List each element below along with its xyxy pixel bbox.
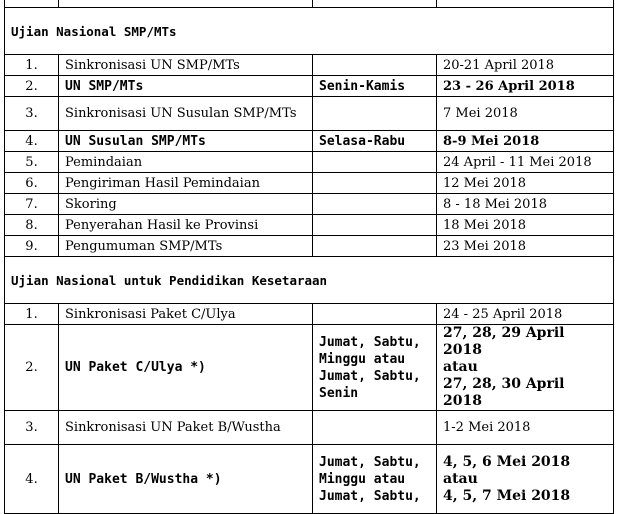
days-cell [313,152,437,173]
activity-cell: Sinkronisasi Paket C/Ulya [59,304,313,325]
table-row [5,325,614,411]
table-row [5,445,614,514]
activity-cell: Skoring [59,194,313,215]
row-number: 6. [5,173,59,194]
table-row [5,152,614,173]
days-cell [313,55,437,76]
date-cell: 18 Mei 2018 [437,215,614,236]
date-cell [437,304,614,325]
date-line: atau [443,359,478,375]
activity-cell: UN Paket B/Wustha *) [59,445,313,514]
days-cell [313,325,437,411]
row-number: 3. [5,411,59,445]
date-cell: 24 April - 11 Mei 2018 [437,152,614,173]
date-cell: 8 - 18 Mei 2018 [437,194,614,215]
table-row [5,411,614,445]
date-line: 4, 5, 6 Mei 2018 [443,453,571,470]
table-row [5,215,614,236]
row-number: 7. [5,194,59,215]
table-row [5,55,614,76]
activity-cell: UN SMP/MTs [59,76,313,97]
date-line: 24 - 25 April 2018 [443,306,563,322]
days-line: Jumat, Sabtu, [319,334,421,350]
activity-cell: Pemindaian [59,152,313,173]
activity-cell: Sinkronisasi UN Paket B/Wustha [59,411,313,445]
section-header-smp [5,8,614,55]
row-number: 8. [5,215,59,236]
row-number: 1. [5,55,59,76]
table-top-row-fragment [5,0,614,8]
date-line: atau [443,470,478,487]
date-cell [437,445,614,514]
date-cell [437,411,614,445]
days-line: Minggu atau [319,471,406,487]
days-cell [313,445,437,514]
date-cell: 7 Mei 2018 [437,97,614,131]
section-header-kesetaraan [5,257,614,304]
smp-rows [5,55,614,257]
days-cell [313,173,437,194]
activity-cell: Pengiriman Hasil Pemindaian [59,173,313,194]
table-row [5,236,614,257]
activity-cell: Penyerahan Hasil ke Provinsi [59,215,313,236]
schedule-document [4,0,613,514]
days-line: Jumat, Sabtu, [319,454,421,470]
days-line: Jumat, Sabtu, [319,488,421,504]
section-title: Ujian Nasional untuk Pendidikan Kesetaraan [5,257,614,304]
date-line: 27, 28, 29 April 2018 [443,325,565,358]
days-cell [313,411,437,445]
days-cell: Senin-Kamis [313,76,437,97]
date-cell: 8-9 Mei 2018 [437,131,614,152]
row-number: 2. [5,325,59,411]
activity-cell: UN Susulan SMP/MTs [59,131,313,152]
date-cell: 23 Mei 2018 [437,236,614,257]
row-number: 2. [5,76,59,97]
date-cell: 23 - 26 April 2018 [437,76,614,97]
days-cell [313,97,437,131]
days-cell [313,215,437,236]
kesetaraan-rows [5,304,614,514]
days-line: Minggu atau [319,351,406,367]
date-line: 1-2 Mei 2018 [443,420,531,435]
date-cell: 12 Mei 2018 [437,173,614,194]
days-cell [313,236,437,257]
days-cell: Selasa-Rabu [313,131,437,152]
table-row [5,194,614,215]
row-number: 5. [5,152,59,173]
table-row [5,304,614,325]
days-cell [313,194,437,215]
section-title: Ujian Nasional SMP/MTs [5,8,614,55]
activity-cell: Sinkronisasi UN SMP/MTs [59,55,313,76]
row-number: 4. [5,131,59,152]
row-number: 3. [5,97,59,131]
row-number: 4. [5,445,59,514]
table-row [5,173,614,194]
table-row [5,76,614,97]
activity-cell: UN Paket C/Ulya *) [59,325,313,411]
days-cell [313,304,437,325]
table-row [5,131,614,152]
activity-cell: Pengumuman SMP/MTs [59,236,313,257]
schedule-table [4,0,614,514]
date-line: 27, 28, 30 April 2018 [443,376,565,409]
days-line: Jumat, Sabtu, [319,368,421,384]
days-line: Senin [319,385,359,401]
row-number: 9. [5,236,59,257]
date-cell [437,325,614,411]
table-row [5,97,614,131]
row-number: 1. [5,304,59,325]
date-cell: 20-21 April 2018 [437,55,614,76]
activity-cell: Sinkronisasi UN Susulan SMP/MTs [59,97,313,131]
date-line: 4, 5, 7 Mei 2018 [443,487,571,504]
